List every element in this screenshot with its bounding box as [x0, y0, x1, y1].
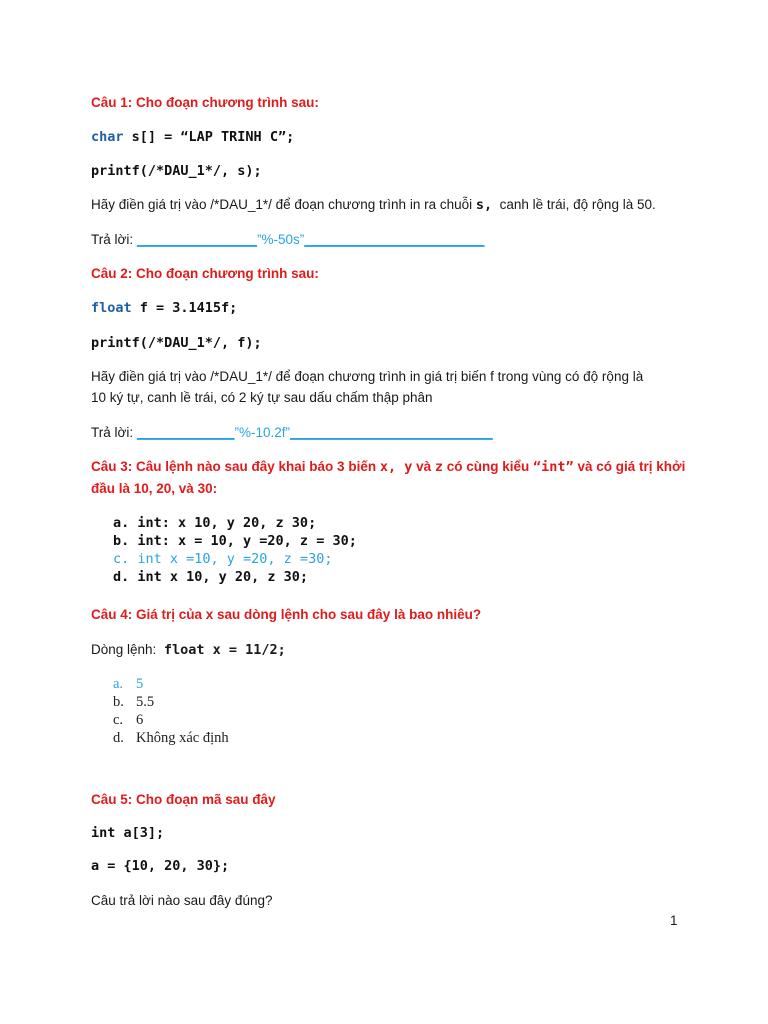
- prompt-variable: s,: [475, 197, 493, 213]
- question-2-code-line-2: printf(/*DAU_1*/, f);: [91, 335, 262, 351]
- statement-code: float x = 11/2;: [163, 642, 286, 658]
- question-1-code-line-2: printf(/*DAU_1*/, s);: [91, 163, 262, 179]
- code-text: s[] = “LAP TRINH C”;: [123, 129, 295, 145]
- prompt-text: Hãy điền giá trị vào /*DAU_1*/ để đoạn chương trình in ra chuỗi: [91, 197, 476, 212]
- question-2-code-line-1: [91, 300, 237, 316]
- question-3-option-a: a. int: x 10, y 20, z 30;: [113, 515, 317, 531]
- answer-blank-right: ___________________________: [290, 425, 493, 440]
- code-keyword: char: [91, 129, 124, 145]
- option-letter: c.: [113, 712, 124, 728]
- question-2-prompt-line-2: 10 ký tự, canh lề trái, có 2 ký tự sau dấu chấm thập phân: [91, 390, 433, 405]
- answer-blank-left: ________________: [136, 232, 257, 247]
- question-4-title: Câu 4: Giá trị của x sau dòng lệnh cho sau đây là bao nhiêu?: [91, 607, 482, 622]
- question-5-prompt: Câu trả lời nào sau đây đúng?: [91, 893, 273, 908]
- answer-blank-right: ________________________: [304, 232, 485, 247]
- answer-label: Trả lời:: [91, 232, 137, 247]
- title-type: “int”: [533, 459, 574, 475]
- question-5-code-line-2: a = {10, 20, 30};: [91, 858, 230, 874]
- question-3-title-line-1: [91, 459, 685, 475]
- option-letter: a.: [113, 676, 124, 692]
- question-2-title: Câu 2: Cho đoạn chương trình sau:: [91, 266, 319, 281]
- page-number: 1: [670, 913, 678, 928]
- title-var-z: z: [434, 459, 444, 475]
- title-text: và có giá trị khởi: [573, 459, 686, 474]
- option-text: 5: [136, 676, 144, 692]
- question-4-option-a-correct: [113, 676, 144, 693]
- option-text: 6: [136, 712, 144, 728]
- question-1-answer: [91, 232, 484, 247]
- question-2-prompt-line-1: Hãy điền giá trị vào /*DAU_1*/ để đoạn chương trình in giá trị biến f trong vùng có độ rộng là: [91, 369, 644, 384]
- title-text: có cùng kiểu: [443, 459, 534, 474]
- question-3-title-line-2: đầu là 10, 20, và 30:: [91, 481, 218, 496]
- question-4-option-c: [113, 712, 144, 729]
- title-vars: x, y: [379, 459, 413, 475]
- question-1-title: Câu 1: Cho đoạn chương trình sau:: [91, 95, 319, 110]
- question-4-statement: [91, 642, 286, 658]
- question-4-option-b: [113, 694, 155, 711]
- question-3-option-c-correct: c. int x =10, y =20, z =30;: [113, 551, 333, 567]
- question-3-option-d: d. int x 10, y 20, z 30;: [113, 569, 309, 585]
- question-5-title: Câu 5: Cho đoạn mã sau đây: [91, 792, 276, 807]
- question-2-answer: [91, 425, 493, 440]
- answer-blank-left: _____________: [136, 425, 235, 440]
- title-text: Câu 3: Câu lệnh nào sau đây khai báo 3 biến: [91, 459, 380, 474]
- code-keyword: float: [91, 300, 132, 316]
- title-text: và: [412, 459, 435, 474]
- option-text: Không xác định: [136, 730, 229, 746]
- question-1-code-line-1: [91, 129, 294, 145]
- statement-label: Dòng lệnh:: [91, 642, 164, 657]
- option-letter: d.: [113, 730, 124, 746]
- code-text: f = 3.1415f;: [131, 300, 238, 316]
- question-3-option-b: b. int: x = 10, y =20, z = 30;: [113, 533, 357, 549]
- question-5-code-line-1: int a[3];: [91, 825, 165, 841]
- answer-value: ”%-50s”: [257, 232, 305, 247]
- prompt-text-end: canh lề trái, độ rộng là 50.: [492, 197, 656, 212]
- question-1-prompt: [91, 197, 656, 213]
- option-letter: b.: [113, 694, 124, 710]
- option-text: 5.5: [136, 694, 155, 710]
- answer-label: Trả lời:: [91, 425, 137, 440]
- question-4-option-d: [113, 730, 229, 747]
- answer-value: ”%-10.2f”: [234, 425, 290, 440]
